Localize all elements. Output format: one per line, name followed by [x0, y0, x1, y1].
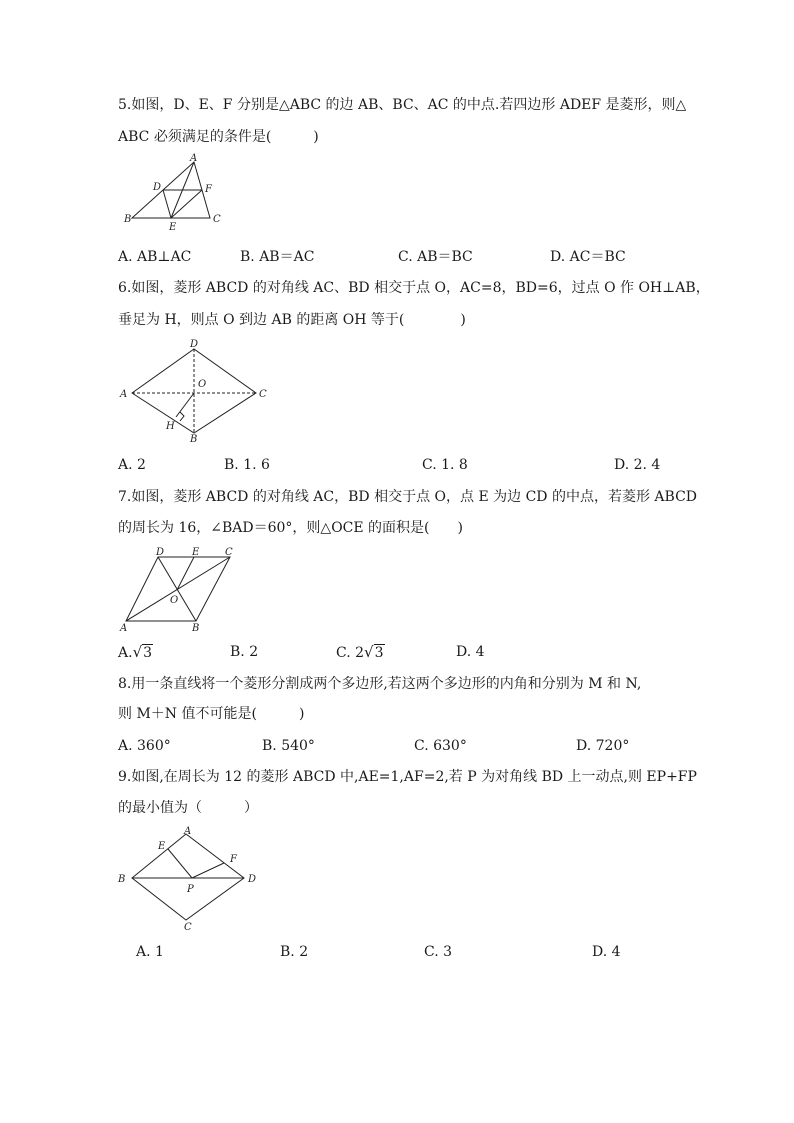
q7-text-line2: 的周长为 16，∠BAD＝60°，则△OCE 的面积是( ) — [118, 520, 463, 536]
q9-option-d[interactable]: D. 4 — [592, 944, 621, 960]
q7-option-a-prefix: A. — [118, 645, 133, 661]
q8-text-line1: 8.用一条直线将一个菱形分割成两个多边形,若这两个多边形的内角和分别为 M 和 N, — [118, 676, 642, 692]
q7-label-c: C — [225, 547, 233, 558]
q6-option-c[interactable]: C. 1. 8 — [422, 457, 468, 473]
q5-label-f: F — [205, 184, 212, 195]
q9-option-a[interactable]: A. 1 — [136, 944, 164, 960]
q6-label-b: B — [190, 434, 198, 445]
q7-option-d[interactable]: D. 4 — [456, 644, 485, 660]
q7-option-a-radicand: 3 — [143, 645, 153, 661]
q7-option-c-sqrt: √3 — [364, 643, 384, 661]
q9-label-d: D — [248, 874, 257, 885]
q5-text-line2: ABC 必须满足的条件是( ) — [118, 129, 319, 145]
q7-text-line1: 7.如图，菱形 ABCD 的对角线 AC，BD 相交于点 O，点 E 为边 CD 的中点，若菱形 ABCD — [118, 489, 698, 505]
q7-option-c-radicand: 3 — [374, 645, 384, 661]
q9-label-a: A — [184, 826, 192, 837]
q6-text-line1: 6.如图，菱形 ABCD 的对角线 AC、BD 相交于点 O，AC=8，BD=6，过点 O 作 OH⊥AB， — [118, 280, 710, 296]
q9-label-f: F — [230, 854, 237, 865]
q6-option-b[interactable]: B. 1. 6 — [224, 457, 270, 473]
q9-option-b[interactable]: B. 2 — [280, 944, 309, 960]
q8-option-b[interactable]: B. 540° — [262, 738, 315, 754]
q5-label-b: B — [124, 214, 132, 225]
q8-option-a[interactable]: A. 360° — [118, 738, 171, 754]
q5-option-c[interactable]: C. AB＝BC — [398, 249, 473, 265]
q7-label-b: B — [192, 623, 200, 634]
q7-option-c[interactable] — [336, 643, 385, 662]
q5-label-d: D — [153, 182, 162, 193]
q6-option-d[interactable]: D. 2. 4 — [614, 457, 661, 473]
q5-label-a: A — [190, 153, 198, 164]
q5-figure — [118, 152, 228, 234]
q6-label-a: A — [120, 389, 128, 400]
q9-label-b: B — [118, 874, 126, 885]
q6-label-d: D — [190, 339, 199, 350]
q6-label-c: C — [259, 389, 267, 400]
q7-label-e: E — [192, 547, 200, 558]
q5-label-c: C — [213, 214, 221, 225]
q8-option-c[interactable]: C. 630° — [414, 738, 467, 754]
q7-option-b[interactable]: B. 2 — [230, 644, 259, 660]
q9-text-line1: 9.如图,在周长为 12 的菱形 ABCD 中,AE=1,AF=2,若 P 为对角线 BD 上一动点,则 EP+FP — [118, 769, 697, 785]
q9-label-p: P — [187, 884, 194, 895]
q7-label-d: D — [156, 547, 165, 558]
q8-text-line2: 则 M＋N 值不可能是( ) — [118, 706, 305, 722]
q7-label-o: O — [170, 595, 179, 606]
q7-figure — [118, 545, 248, 635]
q9-label-c: C — [184, 922, 192, 933]
q5-option-d[interactable]: D. AC＝BC — [550, 249, 626, 265]
q6-label-h: H — [166, 421, 175, 432]
q6-option-a[interactable]: A. 2 — [118, 457, 146, 473]
q5-text-line1: 5.如图，D、E、F 分别是△ABC 的边 AB、BC、AC 的中点.若四边形 ADEF 是菱形，则△ — [118, 97, 687, 113]
q6-label-o: O — [198, 379, 207, 390]
q7-option-c-prefix: C. 2 — [336, 645, 365, 661]
q9-option-c[interactable]: C. 3 — [424, 944, 453, 960]
q6-text-line2: 垂足为 H，则点 O 到边 AB 的距离 OH 等于( ) — [118, 312, 466, 328]
q9-label-e: E — [158, 841, 166, 852]
q5-option-a[interactable]: A. AB⊥AC — [118, 249, 192, 265]
q8-option-d[interactable]: D. 720° — [576, 738, 630, 754]
q9-text-line2: 的最小值为（ ） — [118, 800, 258, 816]
q7-option-a[interactable] — [118, 643, 153, 662]
q7-label-a: A — [120, 623, 128, 634]
q6-figure — [118, 337, 278, 447]
q5-label-e: E — [169, 222, 177, 233]
q7-option-a-sqrt: √3 — [132, 643, 153, 661]
q9-figure — [114, 822, 274, 934]
q5-option-b[interactable]: B. AB＝AC — [240, 249, 315, 265]
